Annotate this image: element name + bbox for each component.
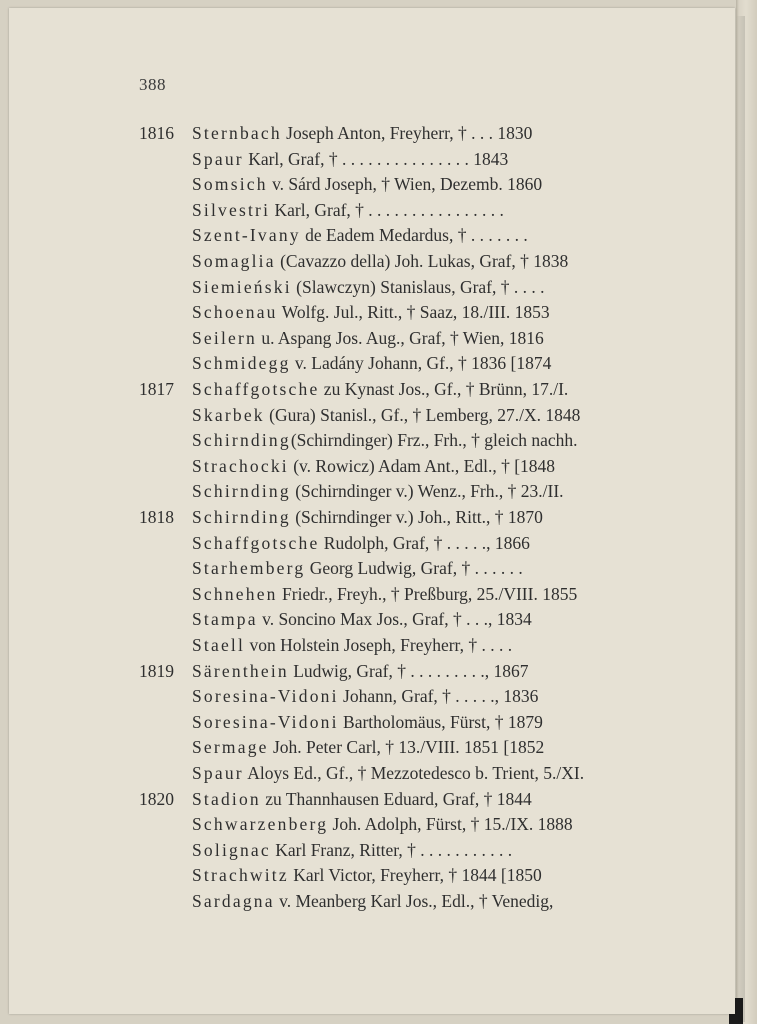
entry-details: Joseph Anton, Freyherr, † . . . 1830 xyxy=(281,123,533,143)
list-item xyxy=(9,811,735,837)
entry-surname: Sermage xyxy=(192,737,269,758)
entry-details: Ludwig, Graf, † . . . . . . . . ., 1867 xyxy=(288,660,529,681)
entry-details: Karl Victor, Freyherr, † 1844 [1850 xyxy=(288,865,542,886)
entry-surname: Somsich xyxy=(192,174,268,195)
list-item xyxy=(9,862,735,888)
list-item xyxy=(9,146,735,172)
list-item xyxy=(9,402,735,428)
entry-details: Joh. Adolph, Fürst, † 15./IX. 1888 xyxy=(328,814,573,835)
entry-details: Johann, Graf, † . . . . ., 1836 xyxy=(338,686,539,707)
list-item xyxy=(9,274,735,300)
entry-details: Joh. Peter Carl, † 13./VIII. 1851 [1852 xyxy=(268,737,545,758)
entry-text xyxy=(192,222,692,248)
entry-details: Bartholomäus, Fürst, † 1879 xyxy=(338,711,543,732)
entry-text xyxy=(192,350,692,376)
entry-details: Karl, Graf, † . . . . . . . . . . . . . . . . xyxy=(270,199,504,220)
list-item xyxy=(9,606,735,632)
entry-details: Georg Ludwig, Graf, † . . . . . . xyxy=(305,558,523,579)
entry-year: 1816 xyxy=(139,123,174,143)
entry-text xyxy=(192,734,692,760)
list-item xyxy=(9,786,735,812)
entry-text xyxy=(192,888,692,914)
entry-surname: Silvestri xyxy=(192,199,271,220)
entry-details: v. Sárd Joseph, † Wien, Dezemb. 1860 xyxy=(267,174,543,195)
entry-surname: Schnehen xyxy=(192,583,278,604)
spine-shadow xyxy=(736,16,745,1022)
entry-text xyxy=(192,325,692,351)
entry-text xyxy=(192,658,692,684)
entry-surname: Schmidegg xyxy=(192,353,291,374)
entry-details: zu Thannhausen Eduard, Graf, † 1844 xyxy=(260,788,532,809)
entry-text xyxy=(192,453,692,479)
entry-surname: Spaur xyxy=(192,148,244,169)
list-item xyxy=(9,453,735,479)
list-item xyxy=(9,299,735,325)
entry-details: zu Kynast Jos., Gf., † Brünn, 17./I. xyxy=(319,379,569,399)
entry-surname: Schirnding xyxy=(192,481,291,502)
list-item xyxy=(9,171,735,197)
entry-text xyxy=(192,171,692,197)
entry-surname: Starhemberg xyxy=(192,558,306,579)
entry-surname: Sternbach xyxy=(192,123,282,143)
entry-text xyxy=(192,632,692,658)
entry-details: (v. Rowicz) Adam Ant., Edl., † [1848 xyxy=(288,455,556,476)
list-item xyxy=(9,709,735,735)
entry-details: de Eadem Medardus, † . . . . . . . xyxy=(300,225,528,246)
entry-details: Friedr., Freyh., † Preßburg, 25./VIII. 1855 xyxy=(277,583,578,604)
entry-text xyxy=(192,299,692,325)
entry-text xyxy=(192,581,692,607)
entry-text xyxy=(192,274,692,300)
entry-surname: Staell xyxy=(192,635,246,655)
entry-surname: Solignac xyxy=(192,839,271,860)
entry-text xyxy=(192,478,692,504)
entry-details: Aloys Ed., Gf., † Mezzotedesco b. Trient, 5./XI. xyxy=(243,763,585,783)
entry-details: v. Meanberg Karl Jos., Edl., † Venedig, xyxy=(274,891,554,911)
entry-details: (Cavazzo della) Joh. Lukas, Graf, † 1838 xyxy=(275,251,569,271)
entry-details: (Slawczyn) Stanislaus, Graf, † . . . . xyxy=(291,276,545,297)
entry-text xyxy=(192,683,692,709)
entry-surname: Stadion xyxy=(192,788,261,809)
entry-surname: Strachocki xyxy=(192,455,289,476)
entry-text xyxy=(192,530,692,556)
entry-text xyxy=(192,248,692,274)
entry-text xyxy=(192,197,692,223)
list-item xyxy=(9,658,735,684)
entry-text xyxy=(192,606,692,632)
entry-surname: Spaur xyxy=(192,763,244,783)
list-item xyxy=(9,530,735,556)
entry-details: (Schirndinger v.) Wenz., Frh., † 23./II. xyxy=(290,481,564,502)
entry-details: von Holstein Joseph, Freyherr, † . . . . xyxy=(245,635,513,655)
entry-text xyxy=(192,376,692,402)
entry-text xyxy=(192,427,692,453)
entry-surname: Sardagna xyxy=(192,891,275,911)
entry-surname: Schoenau xyxy=(192,302,278,323)
entry-surname: Somaglia xyxy=(192,251,276,271)
entry-surname: Soresina-Vidoni xyxy=(192,686,339,707)
list-item xyxy=(9,478,735,504)
list-item xyxy=(9,248,735,274)
entry-surname: Stampa xyxy=(192,609,258,630)
list-item xyxy=(9,197,735,223)
entry-surname: Seilern xyxy=(192,327,257,348)
entry-text xyxy=(192,786,692,812)
list-item xyxy=(9,734,735,760)
entry-text xyxy=(192,146,692,172)
entry-text xyxy=(192,555,692,581)
entry-surname: Schaffgotsche xyxy=(192,379,320,399)
entry-details: Karl Franz, Ritter, † . . . . . . . . . . . xyxy=(270,839,513,860)
entry-details: Wolfg. Jul., Ritt., † Saaz, 18./III. 1853 xyxy=(277,302,550,323)
entry-details: v. Soncino Max Jos., Graf, † . . ., 1834 xyxy=(257,609,532,630)
entry-text xyxy=(192,837,692,863)
entry-year: 1820 xyxy=(139,788,174,809)
list-item xyxy=(9,555,735,581)
list-item xyxy=(9,632,735,658)
list-item xyxy=(9,376,735,402)
entry-surname: Schirnding xyxy=(192,430,291,451)
entry-text xyxy=(192,862,692,888)
entry-details: Rudolph, Graf, † . . . . ., 1866 xyxy=(319,532,530,553)
entry-surname: Schwarzenberg xyxy=(192,814,329,835)
list-item xyxy=(9,222,735,248)
entry-year: 1817 xyxy=(139,379,174,399)
entry-surname: Skarbek xyxy=(192,404,265,425)
entry-details: v. Ladány Johann, Gf., † 1836 [1874 xyxy=(290,353,552,374)
entry-text xyxy=(192,402,692,428)
entry-text xyxy=(192,709,692,735)
entry-surname: Schirnding xyxy=(192,507,291,527)
list-item xyxy=(9,350,735,376)
entry-text xyxy=(192,760,692,786)
entry-surname: Schaffgotsche xyxy=(192,532,320,553)
entry-details: u. Aspang Jos. Aug., Graf, † Wien, 1816 xyxy=(256,327,544,348)
entry-surname: Siemieński xyxy=(192,276,292,297)
entry-text xyxy=(192,504,692,530)
list-item xyxy=(9,120,735,146)
entry-year: 1818 xyxy=(139,507,174,527)
list-item xyxy=(9,427,735,453)
list-item xyxy=(9,325,735,351)
list-item xyxy=(9,888,735,914)
list-item xyxy=(9,683,735,709)
entry-details: Karl, Graf, † . . . . . . . . . . . . . . . 1843 xyxy=(243,148,509,169)
entry-details: (Schirndinger v.) Joh., Ritt., † 1870 xyxy=(290,507,543,527)
entry-surname: Soresina-Vidoni xyxy=(192,711,339,732)
entry-surname: Särenthein xyxy=(192,660,289,681)
entry-surname: Szent-Ivany xyxy=(192,225,301,246)
entry-year: 1819 xyxy=(139,660,174,681)
entry-details: (Schirndinger) Frz., Frh., † gleich nachh. xyxy=(290,430,578,451)
entry-surname: Strachwitz xyxy=(192,865,289,886)
entry-text xyxy=(192,811,692,837)
list-item xyxy=(9,504,735,530)
book-page xyxy=(9,8,735,1014)
entry-text xyxy=(192,120,692,146)
list-item xyxy=(9,837,735,863)
page-number: 388 xyxy=(139,75,166,94)
entry-details: (Gura) Stanisl., Gf., † Lemberg, 27./X. 1848 xyxy=(264,404,581,425)
list-item xyxy=(9,760,735,786)
list-item xyxy=(9,581,735,607)
